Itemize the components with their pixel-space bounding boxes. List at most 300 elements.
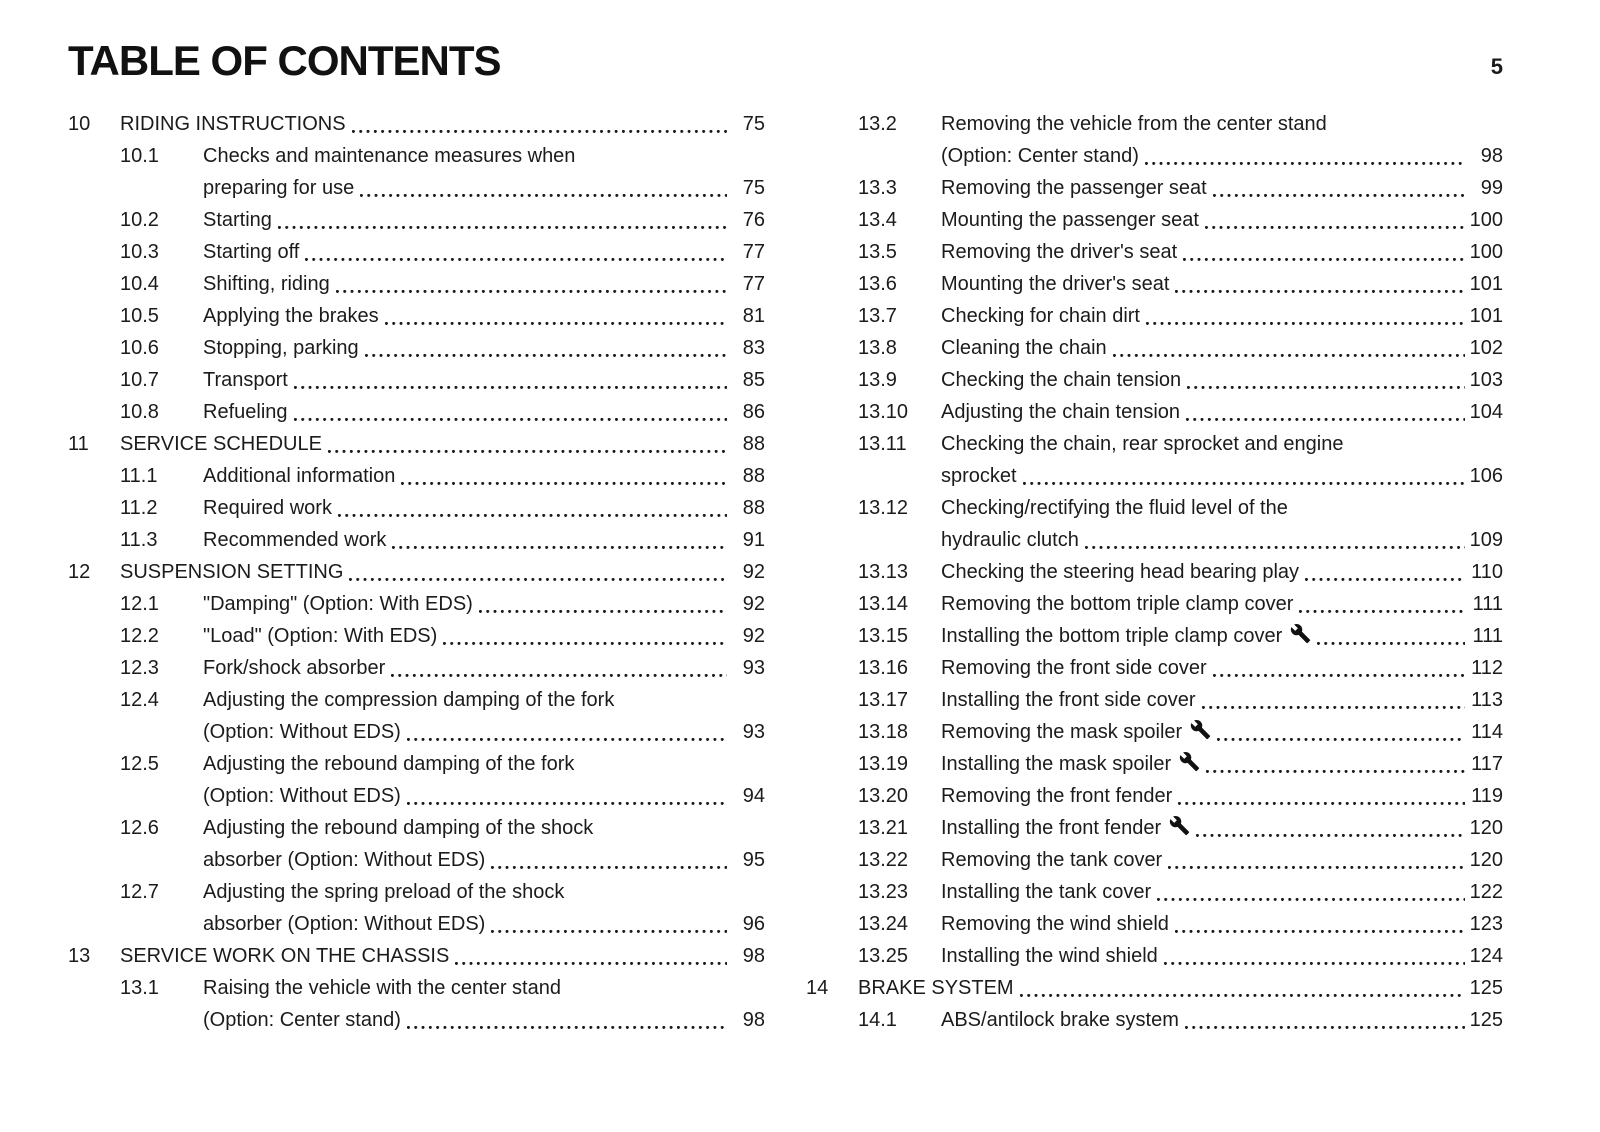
toc-entry-title: Checking the chain tension [941, 369, 1182, 392]
toc-entry-body [941, 620, 1503, 652]
toc-entry-body [941, 204, 1503, 236]
toc-entry-title: Installing the wind shield [941, 945, 1158, 968]
toc-entry-title: Refueling [203, 401, 288, 424]
dot-leader [1113, 354, 1465, 357]
toc-entry-page: 85 [742, 369, 765, 392]
toc-entry-page: 101 [1469, 273, 1503, 296]
dot-leader [391, 674, 727, 677]
toc-entry-last-line [941, 748, 1503, 780]
toc-entry-number: 13.4 [858, 209, 897, 232]
dot-leader [328, 450, 727, 453]
toc-entry [806, 908, 1503, 940]
dot-leader [336, 290, 727, 293]
toc-entry-body [203, 972, 765, 1036]
toc-entry-page: 117 [1471, 753, 1503, 776]
toc-entry-body [941, 1004, 1503, 1036]
dot-leader [392, 546, 727, 549]
toc-entry-body [941, 812, 1503, 844]
toc-entry-last-line [203, 844, 765, 876]
toc-entry-title: Installing the bottom triple clamp cover [941, 625, 1283, 648]
toc-entry-number: 13.9 [858, 369, 897, 392]
toc-entry [806, 556, 1503, 588]
dot-leader [1202, 706, 1465, 709]
wrench-icon [1179, 751, 1200, 772]
toc-entry-body [203, 588, 765, 620]
toc-entry-page: 122 [1469, 881, 1503, 904]
dot-leader [1205, 226, 1465, 229]
toc-entry-page: 102 [1469, 337, 1503, 360]
toc-entry-body [203, 204, 765, 236]
dot-leader [1157, 898, 1465, 901]
toc-entry-title: sprocket [941, 465, 1017, 488]
toc-entry-page: 77 [742, 241, 765, 264]
toc-entry-body [941, 428, 1503, 492]
toc-entry [806, 940, 1503, 972]
dot-leader [1299, 610, 1465, 613]
toc-entry [68, 748, 765, 812]
toc-entry-body [941, 908, 1503, 940]
dot-leader [443, 642, 727, 645]
toc-entry-title: Removing the bottom triple clamp cover [941, 593, 1294, 616]
toc-entry-number: 12.2 [120, 625, 159, 648]
toc-entry-page: 92 [742, 625, 765, 648]
toc-entry-number: 12.1 [120, 593, 159, 616]
dot-leader [407, 802, 727, 805]
toc-entry-body [203, 524, 765, 556]
toc-entry-number: 11.3 [120, 529, 158, 552]
toc-entry-page: 124 [1469, 945, 1503, 968]
toc-entry-number: 12 [68, 561, 91, 584]
toc-entry-title: ABS/antilock brake system [941, 1009, 1179, 1032]
dot-leader [294, 386, 727, 389]
toc-entry [806, 1004, 1503, 1036]
toc-entry-page: 95 [742, 849, 765, 872]
toc-entry [806, 396, 1503, 428]
dot-leader [1196, 834, 1465, 837]
toc-entry-number: 13.25 [858, 945, 909, 968]
toc-entry-title: Removing the tank cover [941, 849, 1163, 872]
toc-entry-title: Removing the driver's seat [941, 241, 1178, 264]
toc-entry-page: 94 [742, 785, 765, 808]
toc-entry-title: Additional information [203, 465, 396, 488]
toc-entry [68, 236, 765, 268]
toc-entry-body [203, 268, 765, 300]
toc-entry-number: 10.8 [120, 401, 159, 424]
dot-leader [479, 610, 727, 613]
toc-entry-number: 10.4 [120, 273, 159, 296]
toc-entry-page: 120 [1469, 817, 1503, 840]
toc-entry-title-line: Raising the vehicle with the center stand [203, 977, 561, 1000]
toc-entry-number: 13.11 [858, 433, 907, 456]
toc-entry-page: 114 [1471, 721, 1503, 744]
toc-entry-last-line [203, 716, 765, 748]
toc-entry-body [203, 684, 765, 748]
toc-entry-title: Fork/shock absorber [203, 657, 386, 680]
toc-entry [806, 204, 1503, 236]
toc-entry [68, 812, 765, 876]
toc-entry-last-line [941, 524, 1503, 556]
toc-entry-body [941, 588, 1503, 620]
dot-leader [1175, 290, 1465, 293]
dot-leader [1305, 578, 1465, 581]
dot-leader [491, 930, 727, 933]
toc-entry-number: 13.3 [858, 177, 897, 200]
toc-entry-body [941, 684, 1503, 716]
toc-entry [806, 236, 1503, 268]
dot-leader [1178, 802, 1465, 805]
toc-entry [68, 428, 765, 460]
toc-entry-body [120, 940, 765, 972]
toc-entry-title: (Option: Without EDS) [203, 721, 401, 744]
toc-entry-page: 100 [1469, 209, 1503, 232]
toc-entry-body [941, 940, 1503, 972]
toc-entry-page: 99 [1480, 177, 1503, 200]
toc-entry [806, 108, 1503, 172]
toc-entry [68, 492, 765, 524]
toc-entry-page: 101 [1469, 305, 1503, 328]
toc-entry-title: Removing the wind shield [941, 913, 1169, 936]
toc-entry-title: Installing the front fender [941, 817, 1162, 840]
toc-entry [68, 652, 765, 684]
toc-entry-title: Installing the tank cover [941, 881, 1152, 904]
toc-entry-last-line [203, 492, 765, 524]
toc-entry-number: 13.16 [858, 657, 909, 680]
toc-entry-last-line [120, 940, 765, 972]
toc-entry-title: (Option: Center stand) [203, 1009, 401, 1032]
toc-entry-last-line [941, 588, 1503, 620]
toc-entry-body [941, 652, 1503, 684]
dot-leader [407, 738, 727, 741]
dot-leader [278, 226, 727, 229]
toc-entry-page: 92 [742, 593, 765, 616]
toc-entry-page: 98 [742, 1009, 765, 1032]
dot-leader [1175, 930, 1465, 933]
toc-column-left [68, 108, 765, 1036]
toc-entry-number: 13.2 [858, 113, 897, 136]
dot-leader [365, 354, 727, 357]
toc-entry-body [941, 236, 1503, 268]
toc-entry [806, 844, 1503, 876]
page-title: TABLE OF CONTENTS [68, 37, 501, 84]
toc-entry-last-line [203, 620, 765, 652]
dot-leader [294, 418, 727, 421]
toc-entry-title-line: Checks and maintenance measures when [203, 145, 576, 168]
toc-entry-number: 10.6 [120, 337, 159, 360]
toc-entry-number: 13.21 [858, 817, 909, 840]
toc-entry-page: 88 [742, 465, 765, 488]
toc-entry-title: Removing the passenger seat [941, 177, 1207, 200]
toc-entry-last-line [203, 588, 765, 620]
toc-entry [806, 716, 1503, 748]
toc-entry-body [941, 844, 1503, 876]
dot-leader [401, 482, 727, 485]
toc-entry-page: 98 [1480, 145, 1503, 168]
dot-leader [352, 130, 727, 133]
toc-entry-number: 13.23 [858, 881, 909, 904]
toc-entry [68, 396, 765, 428]
dot-leader [1168, 866, 1465, 869]
toc-entry-number: 13.6 [858, 273, 897, 296]
toc-entry-last-line [941, 332, 1503, 364]
toc-entry-page: 113 [1471, 689, 1503, 712]
toc-entry-body [941, 172, 1503, 204]
toc-entry-body [203, 460, 765, 492]
toc-entry-last-line [203, 1004, 765, 1036]
page-header [68, 38, 1503, 84]
toc-entry-page: 92 [742, 561, 765, 584]
toc-entry-title: Removing the front fender [941, 785, 1173, 808]
toc-entry-last-line [941, 844, 1503, 876]
toc-entry [68, 556, 765, 588]
toc-entry [68, 588, 765, 620]
toc-entry-last-line [941, 620, 1503, 652]
toc-entry-page: 76 [742, 209, 765, 232]
dot-leader [385, 322, 727, 325]
dot-leader [1164, 962, 1465, 965]
dot-leader [1186, 418, 1465, 421]
toc-entry-page: 125 [1469, 1009, 1503, 1032]
dot-leader [1213, 674, 1465, 677]
toc-entry-page: 88 [742, 433, 765, 456]
dot-leader [491, 866, 727, 869]
toc-entry-page: 119 [1471, 785, 1503, 808]
toc-entry-body [203, 876, 765, 940]
toc-entry-number: 14 [806, 977, 829, 1000]
toc-entry-number: 12.7 [120, 881, 159, 904]
toc-entry-number: 13.14 [858, 593, 909, 616]
toc-entry-last-line [203, 780, 765, 812]
toc-entry-title: (Option: Center stand) [941, 145, 1139, 168]
toc-entry-page: 103 [1469, 369, 1503, 392]
toc-entry-number: 13.20 [858, 785, 909, 808]
toc-entry [68, 460, 765, 492]
toc-entry-body [858, 972, 1503, 1004]
toc-entry-page: 88 [742, 497, 765, 520]
toc-entry-last-line [941, 940, 1503, 972]
toc-entry-last-line [941, 172, 1503, 204]
toc-entry-page: 106 [1469, 465, 1503, 488]
toc-entry-body [941, 716, 1503, 748]
toc-entry-title: absorber (Option: Without EDS) [203, 913, 486, 936]
toc-entry-title: Installing the front side cover [941, 689, 1196, 712]
dot-leader [1206, 770, 1465, 773]
toc-entry-body [203, 748, 765, 812]
toc-entry-title: Checking for chain dirt [941, 305, 1140, 328]
toc-entry-number: 13.8 [858, 337, 897, 360]
toc-entry [806, 364, 1503, 396]
toc-entry-number: 13.10 [858, 401, 909, 424]
dot-leader [1023, 482, 1465, 485]
toc-entry-title: "Load" (Option: With EDS) [203, 625, 438, 648]
toc-entry-last-line [203, 172, 765, 204]
dot-leader [1213, 194, 1465, 197]
page-number: 5 [1490, 54, 1503, 79]
toc-entry [68, 108, 765, 140]
toc-entry-number: 11.1 [120, 465, 158, 488]
toc-entry-number: 13.13 [858, 561, 909, 584]
toc-entry-title: preparing for use [203, 177, 355, 200]
toc-entry-page: 86 [742, 401, 765, 424]
toc-entry-page: 96 [742, 913, 765, 936]
toc-entry-title: Removing the front side cover [941, 657, 1207, 680]
toc-entry-last-line [120, 428, 765, 460]
toc-entry [68, 300, 765, 332]
toc-entry-last-line [203, 268, 765, 300]
toc-entry-last-line [941, 204, 1503, 236]
toc-entry [806, 812, 1503, 844]
toc-entry-body [120, 428, 765, 460]
toc-entry-last-line [941, 684, 1503, 716]
toc-entry-title: Stopping, parking [203, 337, 359, 360]
toc-entry-page: 75 [742, 113, 765, 136]
toc-entry [68, 684, 765, 748]
toc-entry-last-line [120, 556, 765, 588]
toc-entry-page: 109 [1469, 529, 1503, 552]
toc-entry-title-line: Adjusting the rebound damping of the shock [203, 817, 594, 840]
toc-entry-title: SERVICE SCHEDULE [120, 433, 322, 456]
toc-entry-number: 11.2 [120, 497, 158, 520]
toc-entry [68, 876, 765, 940]
toc-entry-title: Checking the steering head bearing play [941, 561, 1300, 584]
toc-entry-last-line [941, 460, 1503, 492]
toc-entry-body [941, 364, 1503, 396]
dot-leader [349, 578, 727, 581]
toc-entry-body [203, 652, 765, 684]
toc-entry-body [203, 492, 765, 524]
toc-entry-page: 98 [742, 945, 765, 968]
toc-entry-body [941, 556, 1503, 588]
dot-leader [305, 258, 727, 261]
toc-entry-title: Adjusting the chain tension [941, 401, 1181, 424]
toc-entry-title: Shifting, riding [203, 273, 330, 296]
dot-leader [1185, 1026, 1465, 1029]
toc-entry-number: 10.1 [120, 145, 159, 168]
toc [68, 108, 1503, 1036]
toc-entry-page: 93 [742, 657, 765, 680]
dot-leader [1187, 386, 1465, 389]
dot-leader [1145, 162, 1465, 165]
toc-entry-number: 12.5 [120, 753, 159, 776]
dot-leader [407, 1026, 727, 1029]
wrench-icon [1190, 719, 1211, 740]
dot-leader [1020, 994, 1465, 997]
toc-entry-number: 13 [68, 945, 91, 968]
toc-entry-last-line [941, 556, 1503, 588]
toc-entry-title: Recommended work [203, 529, 387, 552]
toc-entry-title-line: Checking/rectifying the fluid level of the [941, 497, 1288, 520]
toc-entry-title: Starting off [203, 241, 300, 264]
toc-entry-title: Required work [203, 497, 332, 520]
toc-entry-title-line: Adjusting the rebound damping of the fork [203, 753, 575, 776]
toc-entry-body [941, 268, 1503, 300]
toc-entry-title: Installing the mask spoiler [941, 753, 1172, 776]
toc-entry-number: 13.7 [858, 305, 897, 328]
toc-entry-number: 12.3 [120, 657, 159, 680]
dot-leader [1317, 642, 1465, 645]
toc-entry-body [941, 780, 1503, 812]
toc-entry-number: 13.1 [120, 977, 159, 1000]
toc-entry-last-line [941, 1004, 1503, 1036]
toc-entry-number: 10.3 [120, 241, 159, 264]
toc-entry-number: 11 [68, 433, 89, 456]
toc-entry-title: (Option: Without EDS) [203, 785, 401, 808]
toc-entry [68, 204, 765, 236]
toc-entry-title: Removing the mask spoiler [941, 721, 1183, 744]
toc-entry-body [941, 876, 1503, 908]
toc-entry-title-line: Checking the chain, rear sprocket and engine [941, 433, 1344, 456]
dot-leader [360, 194, 727, 197]
dot-leader [455, 962, 727, 965]
toc-entry [806, 684, 1503, 716]
toc-entry-last-line [203, 396, 765, 428]
toc-entry-number: 14.1 [858, 1009, 897, 1032]
toc-entry-number: 13.22 [858, 849, 909, 872]
toc-entry-last-line [858, 972, 1503, 1004]
toc-entry [806, 428, 1503, 492]
toc-entry-page: 110 [1471, 561, 1503, 584]
toc-entry-title: Transport [203, 369, 288, 392]
toc-entry-last-line [203, 908, 765, 940]
toc-entry-last-line [203, 364, 765, 396]
toc-entry [806, 748, 1503, 780]
toc-entry-last-line [941, 780, 1503, 812]
toc-entry-page: 100 [1469, 241, 1503, 264]
toc-entry [806, 588, 1503, 620]
toc-entry-last-line [203, 524, 765, 556]
toc-entry-page: 120 [1469, 849, 1503, 872]
toc-entry-page: 111 [1472, 625, 1503, 648]
toc-entry-body [941, 396, 1503, 428]
toc-entry-page: 81 [742, 305, 765, 328]
toc-entry-number: 13.15 [858, 625, 909, 648]
toc-entry-page: 111 [1472, 593, 1503, 616]
toc-entry-last-line [203, 332, 765, 364]
toc-entry-page: 93 [742, 721, 765, 744]
toc-entry-last-line [941, 300, 1503, 332]
toc-entry [68, 268, 765, 300]
toc-entry-body [203, 620, 765, 652]
toc-entry-title: Mounting the passenger seat [941, 209, 1199, 232]
toc-entry-number: 13.12 [858, 497, 909, 520]
toc-entry-body [120, 108, 765, 140]
toc-entry-title: Starting [203, 209, 272, 232]
toc-entry-body [203, 812, 765, 876]
toc-entry-page: 75 [742, 177, 765, 200]
toc-entry-title: absorber (Option: Without EDS) [203, 849, 486, 872]
toc-entry-page: 104 [1469, 401, 1503, 424]
toc-entry-body [941, 748, 1503, 780]
toc-entry [806, 492, 1503, 556]
toc-entry-number: 13.5 [858, 241, 897, 264]
toc-entry-number: 12.4 [120, 689, 159, 712]
toc-entry-last-line [941, 908, 1503, 940]
toc-entry-body [203, 332, 765, 364]
toc-entry-last-line [203, 300, 765, 332]
toc-entry-page: 123 [1469, 913, 1503, 936]
toc-entry [806, 780, 1503, 812]
toc-entry-number: 10 [68, 113, 91, 136]
toc-entry-last-line [941, 268, 1503, 300]
toc-entry-title: RIDING INSTRUCTIONS [120, 113, 346, 136]
toc-entry-title: Applying the brakes [203, 305, 379, 328]
toc-entry-page: 83 [742, 337, 765, 360]
toc-entry-number: 13.18 [858, 721, 909, 744]
toc-entry [806, 172, 1503, 204]
toc-entry-last-line [941, 236, 1503, 268]
toc-entry [68, 940, 765, 972]
toc-entry-last-line [120, 108, 765, 140]
toc-entry-last-line [203, 236, 765, 268]
